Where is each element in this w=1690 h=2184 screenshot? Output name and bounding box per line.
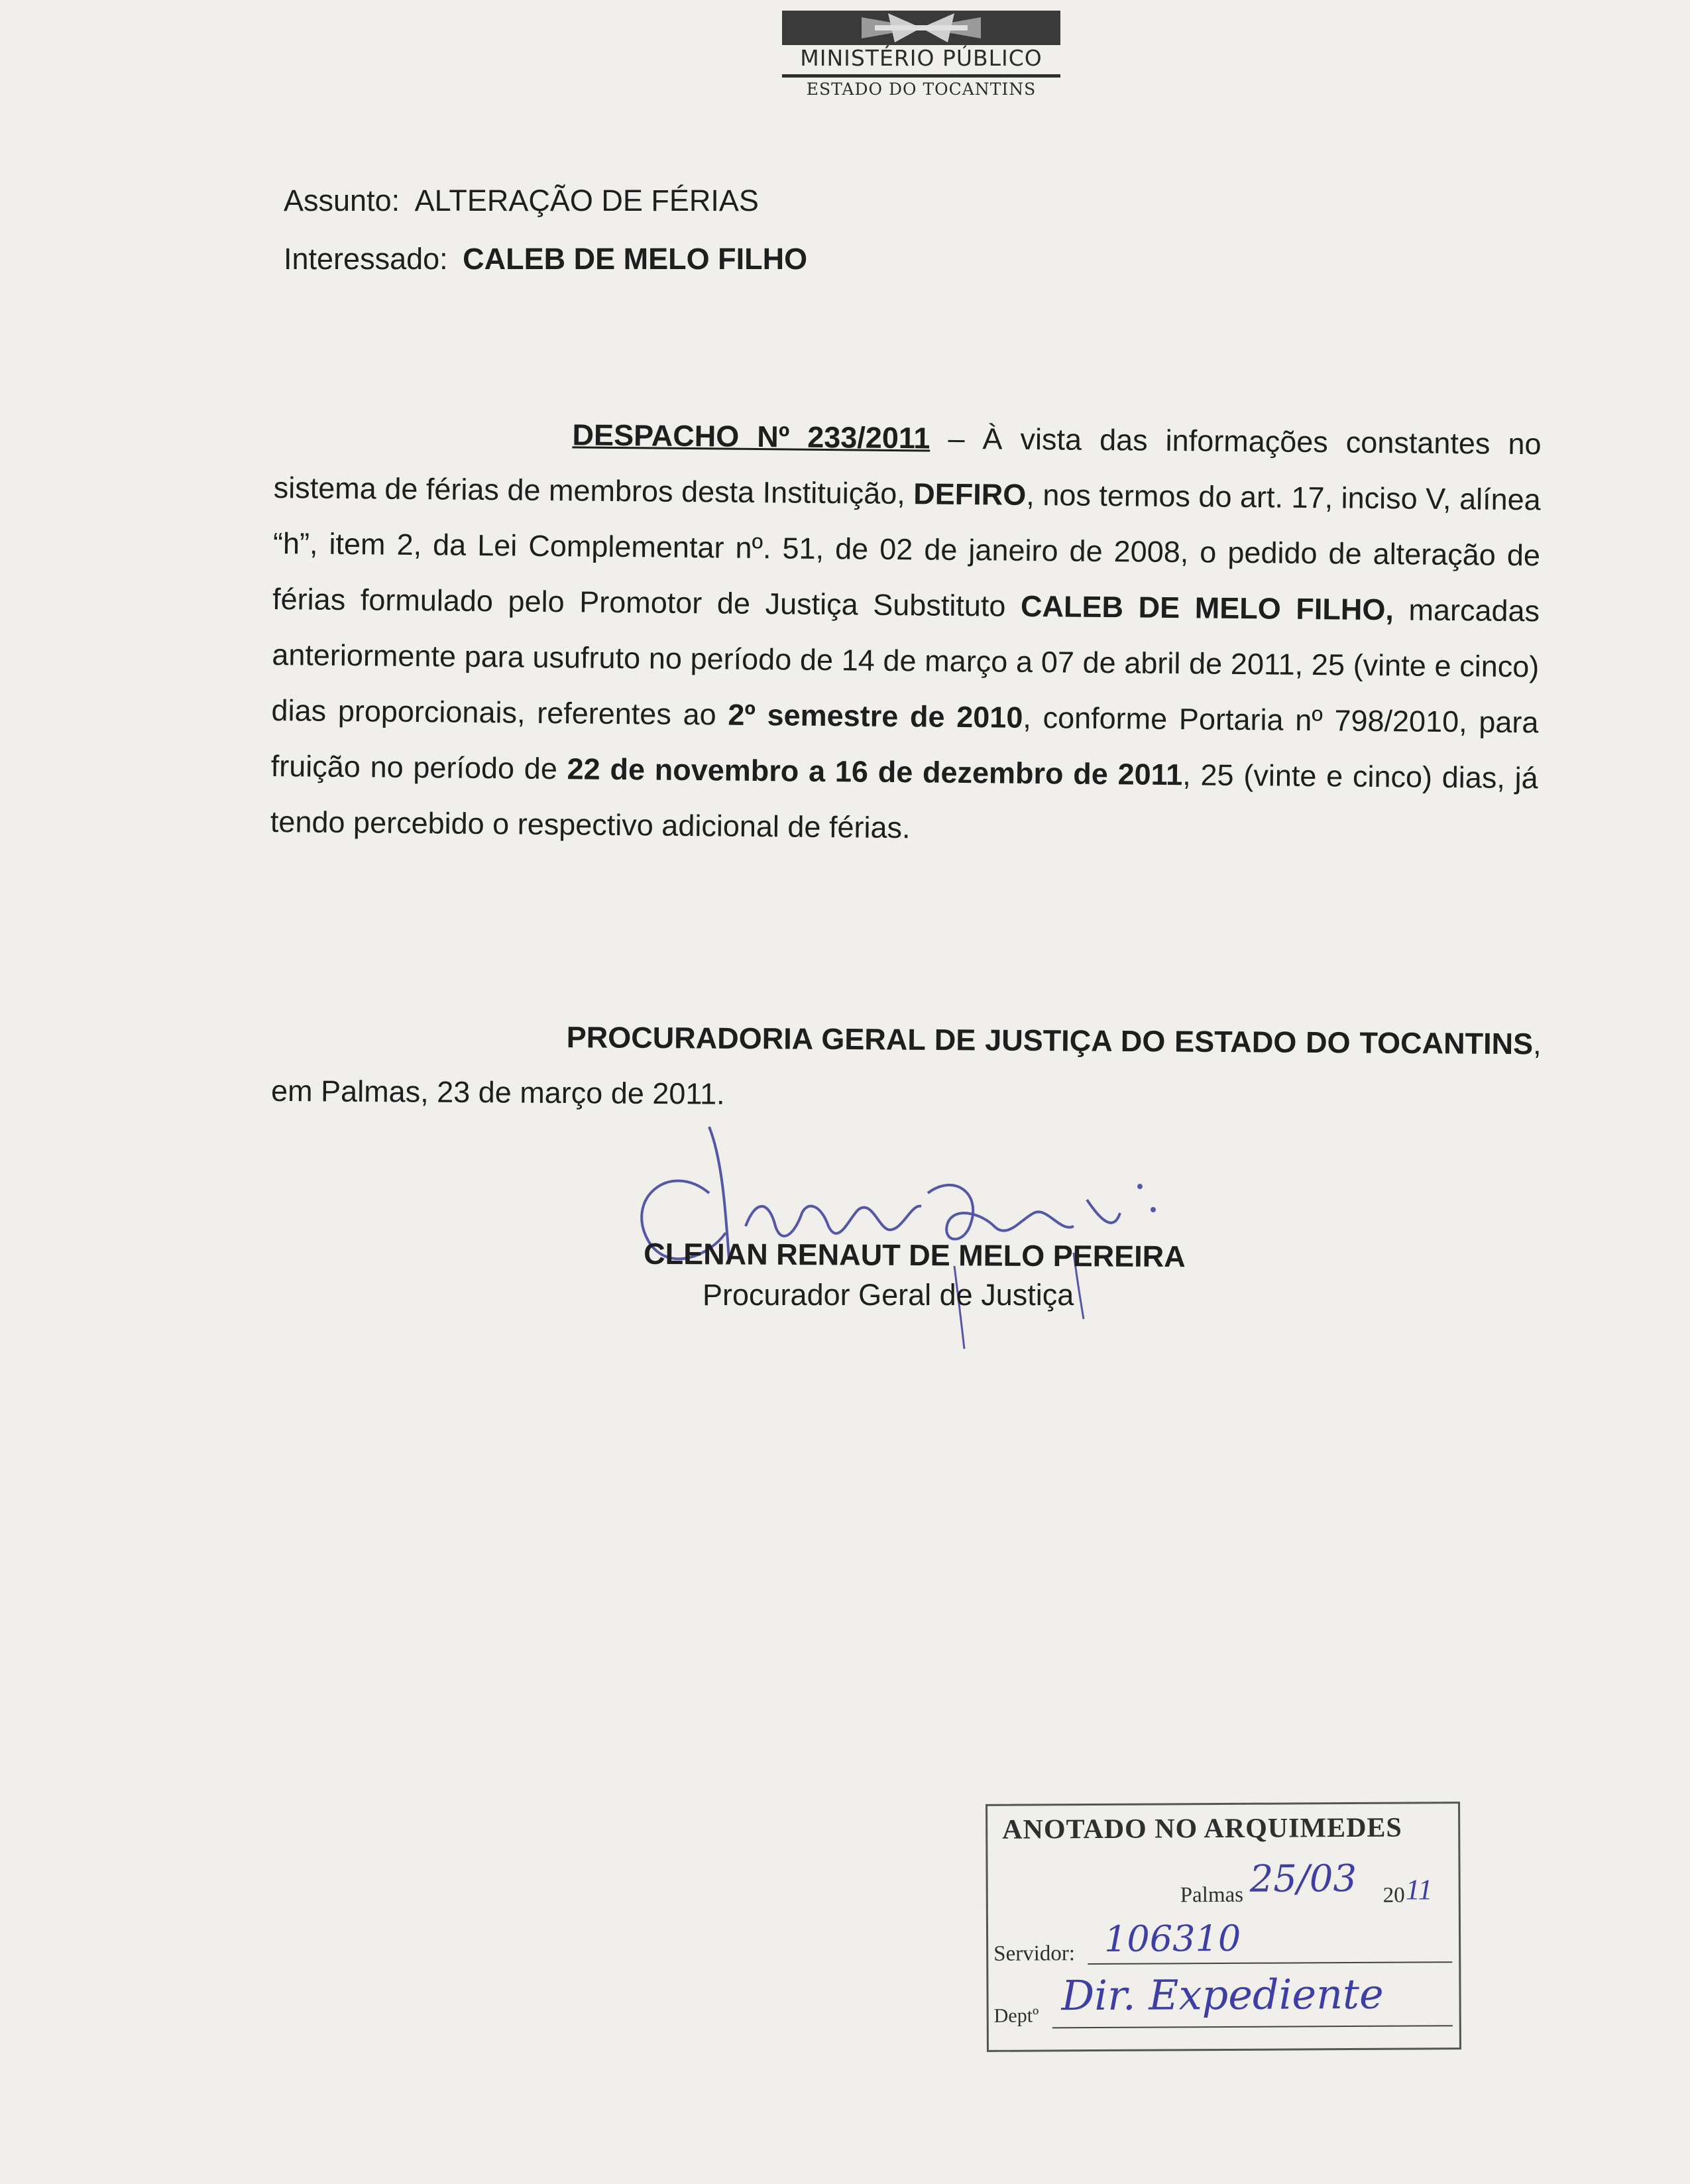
interested-label: Interessado:	[284, 242, 448, 276]
stamp-servidor-rule	[1088, 1961, 1452, 1965]
stamp-dept-value: Dir. Expediente	[1061, 1969, 1384, 2020]
stamp-servidor-label: Servidor:	[993, 1941, 1076, 1966]
despacho-text-1: – À vista das informações constantes no sistema de férias de membros desta Instituição,	[273, 421, 1542, 511]
despacho-number: DESPACHO Nº 233/2011	[572, 418, 930, 455]
stamp-dept-label: Deptº	[993, 2004, 1039, 2027]
closing-paragraph	[271, 1007, 1542, 1127]
arquimedes-stamp	[986, 1802, 1461, 2052]
despacho-text-5: , 25 (vinte e cinco) dias, já tendo percebido o respectivo adicional de férias.	[270, 758, 1538, 845]
despacho-defiro: DEFIRO	[913, 477, 1027, 512]
stamp-title: ANOTADO NO ARQUIMEDES	[1002, 1812, 1402, 1845]
signer-name: CLENAN RENAUT DE MELO PEREIRA	[644, 1236, 1186, 1274]
despacho-text-4: , conforme Portaria nº 798/2010, para fruição no período de	[270, 700, 1539, 786]
interested-value: CALEB DE MELO FILHO	[463, 242, 808, 276]
interested-line	[284, 244, 807, 274]
stamp-dept-rule	[1052, 2025, 1453, 2028]
despacho-paragraph	[270, 404, 1542, 862]
stamp-date-handwritten: 25/03	[1249, 1857, 1357, 1901]
subject-line	[284, 186, 759, 215]
ministerio-publico-logo	[782, 11, 1060, 98]
despacho-text-2: , nos termos do art. 17, inciso V, alínea “h”, item 2, da Lei Complementar nº. 51, de 02 de janeiro de 2008, o pedido de alteração de férias formulado pelo Promotor de Justiça Substituto	[272, 477, 1541, 623]
stamp-palmas-label: Palmas	[1180, 1882, 1244, 1908]
stamp-year-handwritten: 11	[1405, 1873, 1433, 1906]
despacho-period: 22 de novembro a 16 de dezembro de 2011	[567, 752, 1183, 792]
logo-org-state: ESTADO DO TOCANTINS	[806, 80, 1037, 99]
despacho-text-3: marcadas anteriormente para usufruto no período de 14 de março a 07 de abril de 2011, 25 (vinte e cinco) dias proporcionais, referentes ao	[271, 593, 1540, 732]
despacho-semester: 2º semestre de 2010	[728, 697, 1023, 734]
signer-role: Procurador Geral de Justiça	[703, 1278, 1074, 1312]
stamp-year-prefix: 20	[1382, 1883, 1405, 1908]
subject-label: Assunto:	[284, 184, 400, 217]
logo-emblem	[782, 11, 1060, 45]
stamp-servidor-value: 106310	[1103, 1917, 1241, 1960]
closing-org: PROCURADORIA GERAL DE JUSTIÇA DO ESTADO DO TOCANTINS	[566, 1020, 1534, 1061]
despacho-name: CALEB DE MELO FILHO,	[1020, 589, 1394, 627]
subject-value: ALTERAÇÃO DE FÉRIAS	[414, 184, 759, 217]
closing-place-date: , em Palmas, 23 de março de 2011.	[270, 1027, 1542, 1111]
logo-divider	[782, 74, 1060, 78]
logo-org-name: MINISTÉRIO PÚBLICO	[800, 45, 1042, 71]
